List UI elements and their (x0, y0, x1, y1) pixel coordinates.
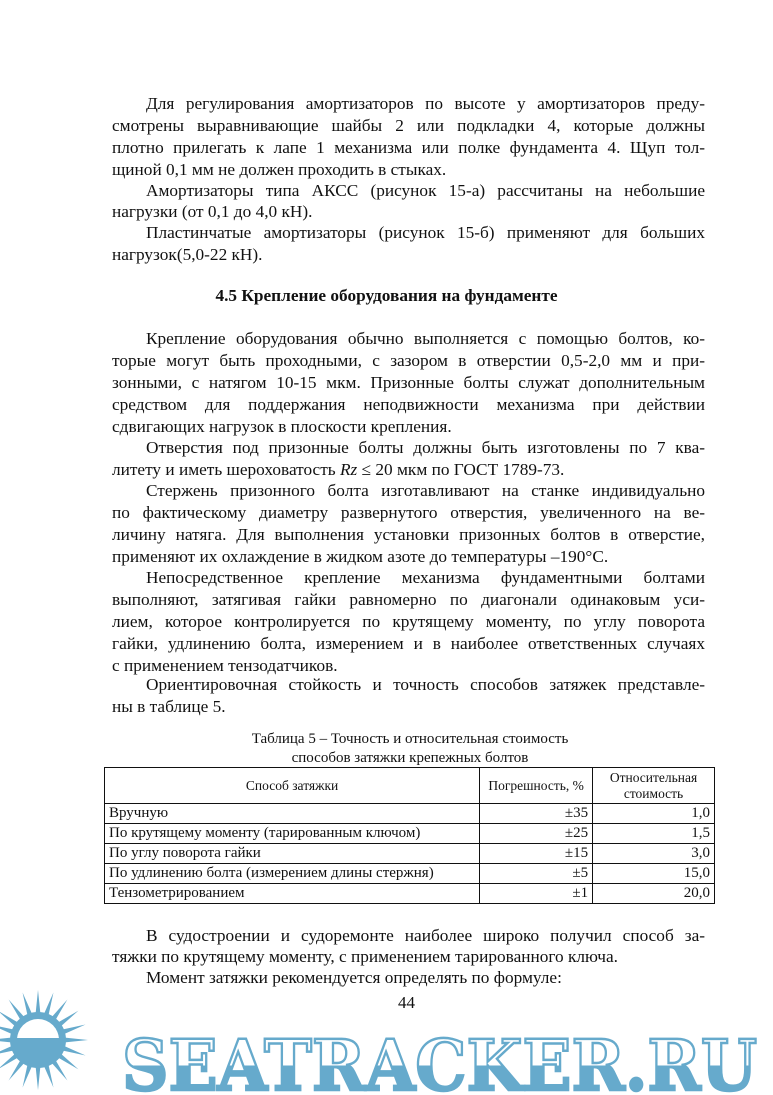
cell: 1,5 (593, 824, 715, 844)
text-line: Непосредственное крепление механизма фундаментными болтами (146, 568, 705, 587)
cell: 1,0 (593, 804, 715, 824)
cell: Тензометрированием (105, 884, 480, 904)
sun-ray (62, 1025, 86, 1035)
text-line: Стержень призонного болта изготавливают на станке индивидуально (146, 481, 705, 500)
column-header: Относительная стоимость (593, 768, 715, 804)
cell: ±25 (480, 824, 593, 844)
seatracker-watermark (0, 980, 773, 1095)
cell: По удлинению болта (измерением длины стержня) (105, 864, 480, 884)
text-line: Ориентировочная стойкость и точность способов затяжек представле- (146, 675, 705, 694)
text-line: Для регулирования амортизаторов по высоте у амортизаторов преду- (146, 94, 705, 113)
text-line: ны в таблице 5. (112, 697, 226, 716)
text-line: зонными, с натягом 10-15 мкм. Призонные болты служат дополнительным (112, 373, 705, 392)
text-line: по фактическому диаметру развернутого отверстия, увеличенного на ве- (112, 503, 705, 522)
table-row (105, 844, 715, 864)
text-line: торые могут быть проходными, с зазором в отверстии 0,5-2,0 мм и при- (112, 351, 705, 370)
table-caption: способов затяжки крепежных болтов (291, 750, 529, 766)
column-header: Погрешность, % (480, 768, 593, 804)
cell: ±35 (480, 804, 593, 824)
text-line: гайки, удлинению болта, измерением и в наиболее ответственных случаях (112, 634, 705, 653)
cell: 20,0 (593, 884, 715, 904)
cell: ±1 (480, 884, 593, 904)
text-line: Отверстия под призонные болты должны быть изготовлены по 7 ква- (146, 438, 705, 457)
text-line: Крепление оборудования обычно выполняется с помощью болтов, ко- (146, 329, 705, 348)
text-line: нагрузок(5,0-22 кН). (112, 245, 263, 264)
column-header: Способ затяжки (105, 768, 480, 804)
page-number: 44 (398, 993, 415, 1012)
text-line: Пластинчатые амортизаторы (рисунок 15-б) применяют для больших (146, 223, 705, 242)
text-line: применяют их охлаждение в жидком азоте до температуры –190°С. (112, 547, 609, 566)
text-line: Амортизаторы типа АКСС (рисунок 15-а) рассчитаны на небольшие (146, 181, 705, 200)
sun-ray (44, 992, 54, 1016)
sun-ray (36, 990, 41, 1014)
cell: ±15 (480, 844, 593, 864)
text-span: литету и иметь шероховатость (112, 460, 340, 479)
text-span: ≤ 20 мкм по ГОСТ 1789-73. (357, 460, 565, 479)
sun-ray (23, 1064, 33, 1088)
text-line: личину натяга. Для выполнения установки призонных болтов в отверстие, (112, 525, 705, 544)
cell: По углу поворота гайки (105, 844, 480, 864)
sun-icon (0, 990, 88, 1090)
table-row (105, 884, 715, 904)
text-line: Момент затяжки рекомендуется определять по формуле: (146, 968, 562, 987)
table-header-row (105, 768, 715, 804)
rz-symbol: Rz (339, 460, 358, 479)
text-line: нагрузки (от 0,1 до 4,0 кН). (112, 202, 313, 221)
watermark-text: SEATRACKER.RU (122, 1024, 757, 1095)
cell: 15,0 (593, 864, 715, 884)
text-line: плотно прилегать к лапе 1 механизма или полке фундамента 4. Щуп тол- (112, 138, 705, 157)
sun-ray (36, 1066, 41, 1090)
cell: 3,0 (593, 844, 715, 864)
table-caption: Таблица 5 – Точность и относительная стоимость (251, 731, 569, 747)
text-line (112, 459, 705, 481)
text-line: щиной 0,1 мм не должен проходить в стыках. (112, 160, 447, 179)
text-line: смотрены выравнивающие шайбы 2 или подкладки 4, которые должны (112, 116, 705, 135)
section-heading: 4.5 Крепление оборудования на фундаменте (215, 286, 558, 305)
text-line: выполняют, затягивая гайки равномерно по диагонали одинаковым уси- (112, 590, 705, 609)
table-row (105, 804, 715, 824)
bolt-tightening-table (104, 767, 715, 904)
text-line: средством для поддержания неподвижности механизма при действии (112, 395, 705, 414)
table-row (105, 864, 715, 884)
text-line: тяжки по крутящему моменту, с применением тарированного ключа. (112, 947, 618, 966)
sun-ray (23, 992, 33, 1016)
sun-ray (64, 1038, 88, 1043)
sun-ray (44, 1064, 54, 1088)
cell: Вручную (105, 804, 480, 824)
sun-ray (62, 1046, 86, 1056)
text-line: сдвигающих нагрузок в плоскости крепления. (112, 417, 452, 436)
text-line: с применением тензодатчиков. (112, 656, 338, 675)
text-line: лием, которое контролируется по крутящему моменту, по углу поворота (112, 612, 705, 631)
cell: ±5 (480, 864, 593, 884)
cell: По крутящему моменту (тарированным ключом) (105, 824, 480, 844)
text-line: В судостроении и судоремонте наиболее широко получил способ за- (146, 926, 705, 945)
table-row (105, 824, 715, 844)
